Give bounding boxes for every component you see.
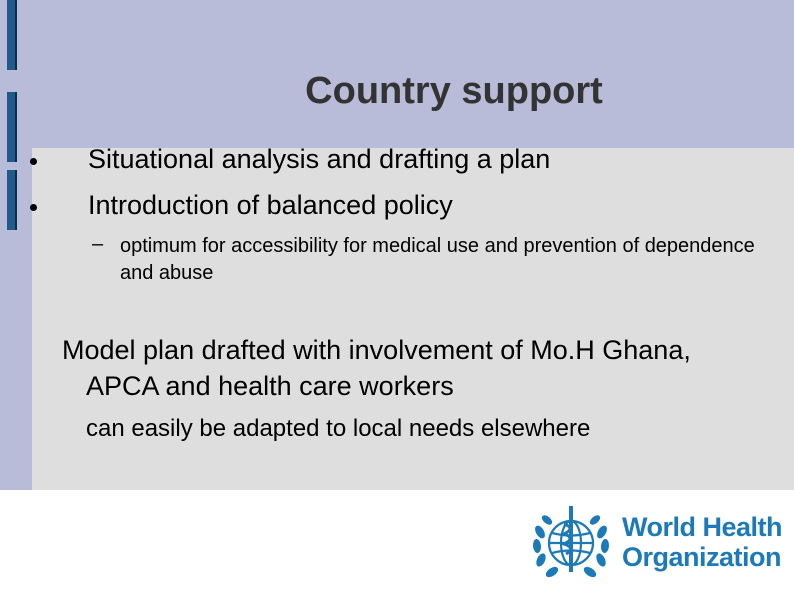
model-plan-text: Model plan drafted with involvement of Mo.H Ghana, APCA and health care workers <box>62 335 691 401</box>
dash-marker: – <box>92 233 104 255</box>
bullet-text: Introduction of balanced policy <box>88 190 453 220</box>
slide-title: Country support <box>305 70 603 112</box>
logo-line: World Health <box>622 512 783 542</box>
model-plan-subtext: can easily be adapted to local needs elsewhere <box>86 415 591 442</box>
bullet-text: Situational analysis and drafting a plan <box>88 144 551 174</box>
who-logo <box>530 502 790 582</box>
accent-bar <box>7 0 17 70</box>
who-emblem-icon <box>530 502 612 584</box>
who-logo-text <box>622 512 782 572</box>
bullet-dot-icon <box>30 158 37 165</box>
accent-bar <box>7 170 17 230</box>
sub-bullet-text: optimum for accessibility for medical use and prevention of dependence and abuse <box>120 235 755 284</box>
logo-line: Organization <box>622 542 782 572</box>
bullet-dot-icon <box>30 204 37 211</box>
